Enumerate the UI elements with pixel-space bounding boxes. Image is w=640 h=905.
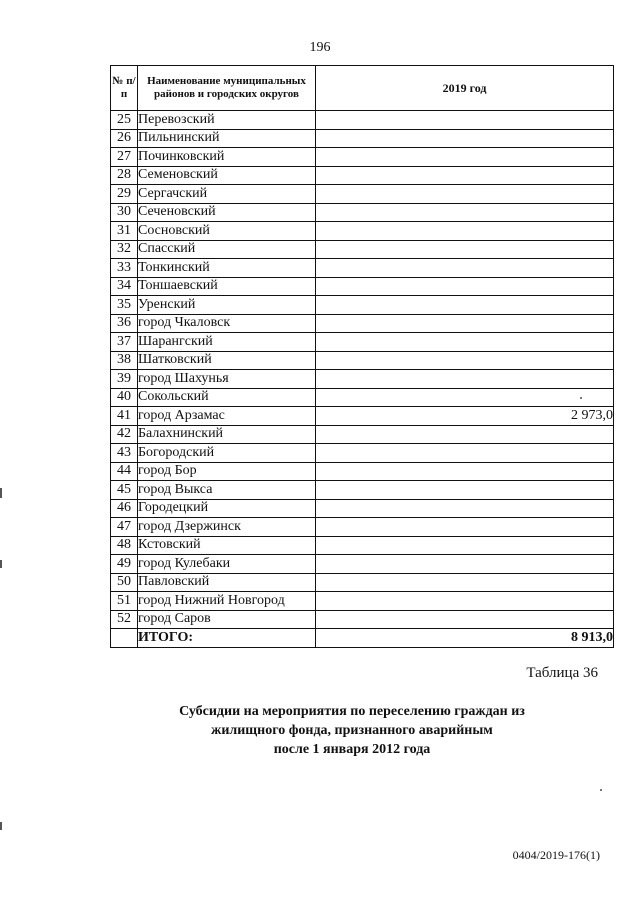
subsidy-title-line: жилищного фонда, признанного аварийным (211, 723, 493, 738)
municipality-name: Тоншаевский (138, 277, 316, 296)
scan-margin-mark (0, 488, 2, 498)
row-value (316, 425, 614, 444)
municipality-name: город Кулебаки (138, 555, 316, 574)
municipality-name: Богородский (138, 444, 316, 463)
table-row (111, 259, 614, 278)
table-row (111, 333, 614, 352)
row-number: 41 (111, 407, 138, 426)
table-row (111, 222, 614, 241)
row-value (316, 351, 614, 370)
municipality-name: Семеновский (138, 166, 316, 185)
row-value (316, 111, 614, 130)
row-number: 31 (111, 222, 138, 241)
row-value (316, 166, 614, 185)
row-value (316, 222, 614, 241)
row-number: 43 (111, 444, 138, 463)
total-number-cell (111, 629, 138, 648)
table-row (111, 425, 614, 444)
municipality-name: Сокольский (138, 388, 316, 407)
row-number: 29 (111, 185, 138, 204)
row-value (316, 333, 614, 352)
row-number: 47 (111, 518, 138, 537)
table-row (111, 573, 614, 592)
row-value (316, 296, 614, 315)
table-row (111, 148, 614, 167)
table-row (111, 462, 614, 481)
row-value: 2 973,0 (316, 407, 614, 426)
table-row (111, 388, 614, 407)
municipality-name: Уренский (138, 296, 316, 315)
row-value (316, 185, 614, 204)
row-value (316, 277, 614, 296)
subsidy-title-line: Субсидии на мероприятия по переселению граждан из (179, 704, 525, 719)
table-row (111, 370, 614, 389)
table-row (111, 296, 614, 315)
row-number: 48 (111, 536, 138, 555)
row-value (316, 388, 614, 407)
row-number: 30 (111, 203, 138, 222)
document-code: 0404/2019-176(1) (512, 848, 600, 862)
total-label: ИТОГО: (138, 629, 316, 648)
row-value (316, 370, 614, 389)
municipality-name: город Нижний Новгород (138, 592, 316, 611)
municipality-name: Спасский (138, 240, 316, 259)
row-number: 45 (111, 481, 138, 500)
row-value (316, 555, 614, 574)
row-value (316, 499, 614, 518)
municipality-name: Тонкинский (138, 259, 316, 278)
row-value (316, 481, 614, 500)
row-number: 35 (111, 296, 138, 315)
table-row (111, 111, 614, 130)
subsidy-title (0, 702, 640, 759)
row-number: 49 (111, 555, 138, 574)
row-value (316, 240, 614, 259)
scan-margin-mark (0, 560, 2, 568)
scan-speck (580, 397, 582, 399)
table-header-row (111, 66, 614, 111)
table-row (111, 185, 614, 204)
table-row (111, 351, 614, 370)
municipality-name: Починковский (138, 148, 316, 167)
row-value (316, 462, 614, 481)
scan-speck (600, 789, 602, 791)
municipality-name: город Выкса (138, 481, 316, 500)
row-number: 39 (111, 370, 138, 389)
row-number: 37 (111, 333, 138, 352)
row-value (316, 610, 614, 629)
total-value: 8 913,0 (316, 629, 614, 648)
row-number: 42 (111, 425, 138, 444)
row-number: 36 (111, 314, 138, 333)
row-number: 34 (111, 277, 138, 296)
table-label: Таблица 36 (526, 665, 598, 681)
table-row (111, 499, 614, 518)
row-value (316, 148, 614, 167)
total-row (111, 629, 614, 648)
header-municipality: Наименование муниципальных районов и городских округов (138, 66, 316, 111)
table-row (111, 536, 614, 555)
municipality-name: Шарангский (138, 333, 316, 352)
row-number: 46 (111, 499, 138, 518)
row-value (316, 592, 614, 611)
row-value (316, 129, 614, 148)
row-number: 26 (111, 129, 138, 148)
row-value (316, 259, 614, 278)
header-year: 2019 год (316, 66, 614, 111)
municipality-name: Сеченовский (138, 203, 316, 222)
municipality-name: Городецкий (138, 499, 316, 518)
row-number: 28 (111, 166, 138, 185)
scan-margin-mark (0, 822, 2, 830)
table-row (111, 314, 614, 333)
municipality-name: Павловский (138, 573, 316, 592)
table-row (111, 555, 614, 574)
table-row (111, 203, 614, 222)
row-number: 27 (111, 148, 138, 167)
row-number: 50 (111, 573, 138, 592)
row-number: 25 (111, 111, 138, 130)
row-number: 51 (111, 592, 138, 611)
municipality-name: Пильнинский (138, 129, 316, 148)
row-value (316, 573, 614, 592)
municipality-name: город Бор (138, 462, 316, 481)
header-number: № п/п (111, 66, 138, 111)
municipality-name: Сосновский (138, 222, 316, 241)
municipality-name: город Дзержинск (138, 518, 316, 537)
row-number: 38 (111, 351, 138, 370)
table-row (111, 518, 614, 537)
table-row (111, 481, 614, 500)
table-row (111, 129, 614, 148)
table-row (111, 444, 614, 463)
municipality-name: Перевозский (138, 111, 316, 130)
subsidy-table (110, 65, 614, 648)
row-value (316, 518, 614, 537)
table-body (111, 111, 614, 629)
municipality-name: Сергачский (138, 185, 316, 204)
row-number: 32 (111, 240, 138, 259)
municipality-name: город Арзамас (138, 407, 316, 426)
table-row (111, 166, 614, 185)
row-value (316, 203, 614, 222)
table-row (111, 240, 614, 259)
municipality-name: Кстовский (138, 536, 316, 555)
subsidy-title-line: после 1 января 2012 года (273, 742, 431, 757)
row-value (316, 536, 614, 555)
row-value (316, 444, 614, 463)
table-row (111, 407, 614, 426)
row-number: 33 (111, 259, 138, 278)
table-row (111, 277, 614, 296)
row-number: 40 (111, 388, 138, 407)
table-row (111, 592, 614, 611)
municipality-name: Балахнинский (138, 425, 316, 444)
municipality-name: город Саров (138, 610, 316, 629)
municipality-name: Шатковский (138, 351, 316, 370)
table-row (111, 610, 614, 629)
page-number: 196 (309, 40, 331, 55)
municipality-name: город Чкаловск (138, 314, 316, 333)
row-value (316, 314, 614, 333)
row-number: 52 (111, 610, 138, 629)
row-number: 44 (111, 462, 138, 481)
municipality-name: город Шахунья (138, 370, 316, 389)
